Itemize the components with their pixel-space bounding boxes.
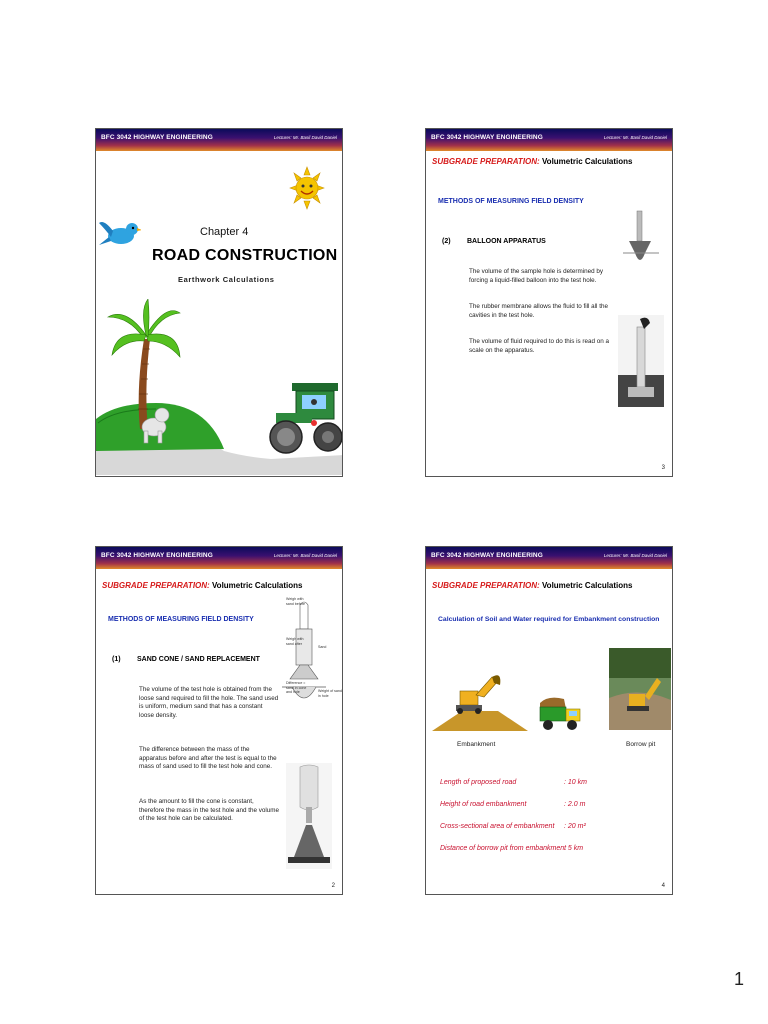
lecturer-name: Lecturer: Mr. Basil David Daniel bbox=[273, 553, 337, 558]
data-row bbox=[440, 799, 566, 821]
method-heading: METHODS OF MEASURING FIELD DENSITY bbox=[438, 198, 584, 205]
course-title: BFC 3042 HIGHWAY ENGINEERING bbox=[101, 552, 213, 559]
chapter-title: ROAD CONSTRUCTION bbox=[152, 247, 338, 264]
slide-chapter-title bbox=[95, 128, 343, 477]
item-number: (2) bbox=[442, 238, 451, 245]
course-title: BFC 3042 HIGHWAY ENGINEERING bbox=[101, 134, 213, 141]
slide-header bbox=[426, 129, 672, 151]
data-list bbox=[440, 777, 566, 865]
page-number: 3 bbox=[661, 465, 665, 471]
borrow-pit-label: Borrow pit bbox=[626, 741, 656, 748]
diagram-label: Weigh with sand after bbox=[286, 637, 304, 646]
island-scene-illustration bbox=[96, 299, 343, 477]
section-heading bbox=[102, 581, 302, 590]
item-title: BALLOON APPARATUS bbox=[467, 238, 546, 245]
data-label: Length of proposed road bbox=[440, 779, 517, 786]
borrow-pit-photo bbox=[609, 648, 671, 730]
section-heading-black: Volumetric Calculations bbox=[539, 581, 633, 590]
data-value: : 5 km bbox=[564, 845, 584, 852]
data-label: Height of road embankment bbox=[440, 801, 527, 808]
paragraph-2: The difference between the mass of the apparatus before and after the test is equal to the mass of sand used to fill the test hole and cone. bbox=[139, 746, 277, 771]
data-row bbox=[440, 821, 566, 843]
data-value: : 10 km bbox=[564, 779, 587, 786]
section-heading-red: SUBGRADE PREPARATION: bbox=[102, 581, 210, 590]
bird-icon bbox=[99, 217, 141, 251]
embankment-illustration bbox=[432, 667, 528, 733]
section-heading-black: Volumetric Calculations bbox=[209, 581, 303, 590]
slide-header bbox=[96, 129, 342, 151]
data-label: Distance of borrow pit from embankment bbox=[440, 845, 567, 852]
excavator-icon bbox=[456, 675, 500, 714]
data-value: : 20 m² bbox=[564, 823, 586, 830]
lecturer-name: Lecturer: Mr. Basil David Daniel bbox=[603, 553, 667, 558]
sand-cone-diagram-image bbox=[282, 599, 340, 747]
slide-sand-cone bbox=[95, 546, 343, 895]
paragraph-3: As the amount to fill the cone is constant, therefore the mass in the test hole and the volume of the test hole can be calculated. bbox=[139, 798, 280, 823]
data-row bbox=[440, 843, 566, 865]
dump-truck-icon bbox=[538, 695, 582, 735]
section-heading-black: Volumetric Calculations bbox=[539, 157, 633, 166]
item-number: (1) bbox=[112, 656, 121, 663]
section-heading-red: SUBGRADE PREPARATION: bbox=[432, 581, 540, 590]
paragraph-1: The volume of the sample hole is determined by forcing a liquid-filled balloon into the test hole. bbox=[469, 268, 604, 284]
chapter-label: Chapter 4 bbox=[200, 226, 249, 238]
sand-cone-photo bbox=[286, 763, 332, 869]
page-number: 4 bbox=[661, 883, 665, 889]
chapter-subtitle: Earthwork Calculations bbox=[178, 275, 275, 284]
section-heading bbox=[432, 581, 632, 590]
diagram-label: Weight of sand in hole bbox=[318, 689, 342, 698]
page-number: 2 bbox=[331, 883, 335, 889]
embankment-label: Embankment bbox=[457, 741, 496, 748]
section-heading bbox=[432, 157, 632, 166]
calculation-heading: Calculation of Soil and Water required for Embankment construction bbox=[438, 616, 660, 623]
document-page-number: 1 bbox=[733, 969, 744, 989]
paragraph-2: The rubber membrane allows the fluid to fill all the cavities in the test hole. bbox=[469, 303, 608, 319]
paragraph-1: The volume of the test hole is obtained from the loose sand required to fill the hole. The sand used is uniform, medium sand that has a constant loose density. bbox=[139, 686, 279, 719]
diagram-label: Difference = sand in cone and hole bbox=[286, 681, 307, 694]
diagram-label: Sand bbox=[318, 645, 327, 649]
data-value: : 2.0 m bbox=[564, 801, 586, 808]
road-roller-icon bbox=[270, 383, 342, 453]
slide-embankment-calculation bbox=[425, 546, 673, 895]
method-heading: METHODS OF MEASURING FIELD DENSITY bbox=[108, 616, 254, 623]
course-title: BFC 3042 HIGHWAY ENGINEERING bbox=[431, 552, 543, 559]
balloon-apparatus-photo bbox=[618, 315, 664, 407]
lecturer-name: Lecturer: Mr. Basil David Daniel bbox=[273, 135, 337, 140]
slide-header bbox=[96, 547, 342, 569]
data-label: Cross-sectional area of embankment bbox=[440, 823, 555, 830]
section-heading-red: SUBGRADE PREPARATION: bbox=[432, 157, 540, 166]
balloon-diagram-image bbox=[621, 207, 661, 277]
paragraph-3: The volume of fluid required to do this is read on a scale on the apparatus. bbox=[469, 338, 610, 354]
data-row bbox=[440, 777, 566, 799]
item-title: SAND CONE / SAND REPLACEMENT bbox=[137, 656, 260, 663]
sun-icon bbox=[288, 165, 326, 211]
data-values bbox=[564, 777, 587, 865]
slide-balloon-apparatus bbox=[425, 128, 673, 477]
lecturer-name: Lecturer: Mr. Basil David Daniel bbox=[603, 135, 667, 140]
course-title: BFC 3042 HIGHWAY ENGINEERING bbox=[431, 134, 543, 141]
diagram-label: Weigh with sand before bbox=[286, 597, 305, 606]
slide-header bbox=[426, 547, 672, 569]
